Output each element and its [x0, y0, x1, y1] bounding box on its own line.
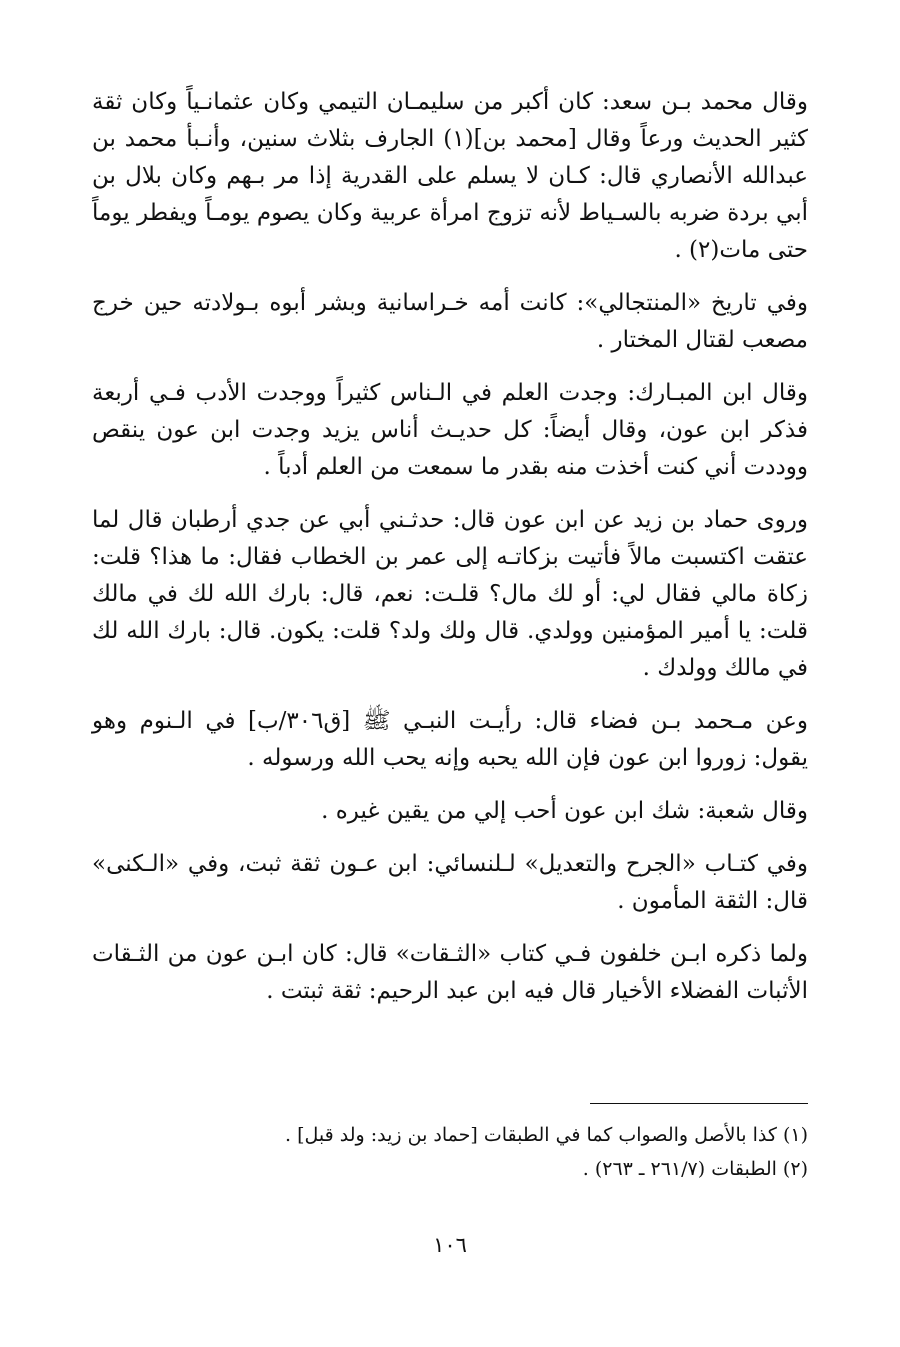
footnote-divider [590, 1103, 808, 1104]
paragraph-shuba: وقال شعبة: شك ابن عون أحب إلي من يقين غيره . [321, 798, 808, 824]
paragraph-ibn-saad: وقال محمد بـن سعد: كان أكبر من سليمـان التيمي وكان عثمانـياً وكان ثقة كثير الحديث ورعاً وقال [محمد بن](١) الجارف بثلاث سنين، وأنـبأ محمد بن عبدالله الأنصاري قال: كـان لا يسلم على القدرية إذا مر بـهم وكان بلال بن أبي بردة ضربه بالسـياط لأنه تزوج امرأة عربية وكان يصوم يومـاً ويفطر يوماً حتى مات(٢) . [92, 89, 809, 263]
footnote-1: (١) كذا بالأصل والصواب كما في الطبقات [حماد بن زيد: ولد قبل] . [285, 1124, 808, 1146]
footnote-2: (٢) الطبقات (٢٦١/٧ ـ ٢٦٣) . [582, 1158, 808, 1180]
footnotes [92, 1118, 808, 1186]
paragraph-nasai: وفي كتـاب «الجرح والتعديل» لـلنسائي: ابن عـون ثقة ثبت، وفي «الـكنى» قال: الثقة المأمون . [92, 851, 808, 914]
main-text [92, 84, 808, 1026]
page-number: ١٠٦ [433, 1233, 467, 1257]
paragraph-muntajali: وفي تاريخ «المنتجالي»: كانت أمه خـراسانية وبشر أبوه بـولادته حين خرج مصعب لقتال المختار . [92, 290, 808, 353]
paragraph-ibn-mubarak: وقال ابن المبـارك: وجدت العلم في الـناس كثيراً ووجدت الأدب فـي أربعة فذكر ابن عون، وقال أيضاً: كل حديـث أناس يزيد وجدت ابن عون ينقص ووددت أني كنت أخذت منه بقدر ما سمعت من العلم أدباً . [92, 380, 808, 480]
paragraph-ibn-khalfun: ولما ذكره ابـن خلفون فـي كتاب «الثـقات» قال: كان ابـن عون من الثـقات الأثبات الفضلاء الأخيار قال فيه ابن عبد الرحيم: ثقة ثبتت . [92, 941, 808, 1004]
paragraph-hammad-bin-zayd: وروى حماد بن زيد عن ابن عون قال: حدثـني أبي عن جدي أرطبان قال لما عتقت اكتسبت مالاً فأتيت بزكاتـه إلى عمر بن الخطاب فقال: ما هذا؟ قلت: زكاة مالي فقال لي: أو لك مال؟ قلـت: نعم، قال: بارك الله لك في مالك قلت: يا أمير المؤمنين وولدي. قال ولك ولد؟ قلت: يكون. قال: بارك الله لك في مالك وولدك . [92, 507, 808, 681]
paragraph-muhammad-bin-fadaa: وعن مـحمد بـن فضاء قال: رأيـت النبـي ﷺ [ق٣٠٦/ب] في الـنوم وهو يقول: زوروا ابن عون فإن الله يحبه وإنه يحب الله ورسوله . [92, 708, 808, 771]
